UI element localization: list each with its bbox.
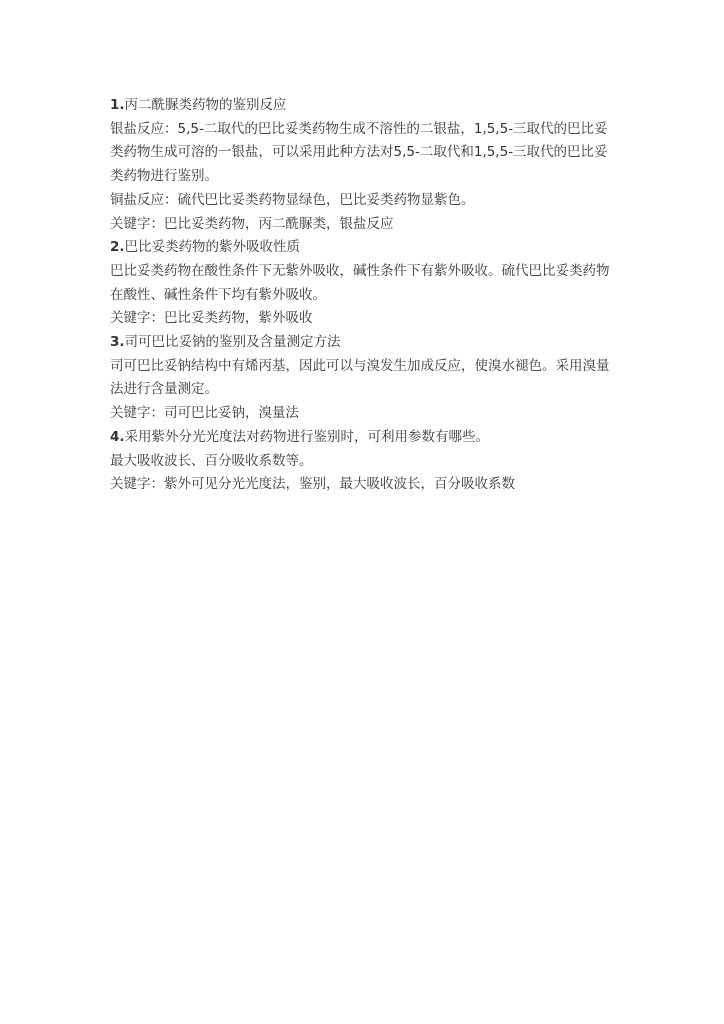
section-3-number: 3.: [110, 334, 125, 351]
section-1-heading: [110, 94, 620, 118]
section-1-keywords: 关键字：巴比妥类药物，丙二酰脲类，银盐反应: [110, 215, 394, 232]
section-3-paragraph: 司可巴比妥钠结构中有烯丙基，因此可以与溴发生加成反应，使溴水褪色。采用溴量法进行含量测定。: [110, 357, 610, 398]
section-2-title: 巴比妥类药物的紫外吸收性质: [124, 239, 301, 256]
section-2-paragraph: 巴比妥类药物在酸性条件下无紫外吸收，碱性条件下有紫外吸收。硫代巴比妥类药物在酸性、碱性条件下均有紫外吸收。: [110, 262, 610, 303]
section-1-paragraph-silver-salt: 银盐反应：5,5-二取代的巴比妥类药物生成不溶性的二银盐，1,5,5-三取代的巴比妥类药物生成可溶的一银盐，可以采用此种方法对5,5-二取代和1,5,5-三取代的巴比妥类药物进行鉴别。: [110, 120, 608, 185]
section-4-title: 采用紫外分光光度法对药物进行鉴别时，可利用参数有哪些。: [124, 428, 490, 445]
section-2-number: 2.: [110, 239, 125, 256]
section-1-number: 1.: [110, 97, 125, 113]
section-4-heading: [110, 426, 620, 450]
section-3-keywords: 关键字：司可巴比妥钠，溴量法: [110, 405, 299, 422]
section-4-keywords: 关键字：紫外可见分光光度法，鉴别，最大吸收波长，百分吸收系数: [110, 476, 515, 493]
section-4-number: 4.: [110, 428, 125, 445]
document-body: [110, 94, 620, 497]
section-2-keywords: 关键字：巴比妥类药物，紫外吸收: [110, 310, 313, 327]
section-3-title: 司可巴比妥钠的鉴别及含量测定方法: [124, 334, 341, 351]
section-3-heading: [110, 331, 620, 355]
section-1-title: 丙二酰脲类药物的鉴别反应: [124, 97, 287, 113]
section-1-paragraph-copper-salt: 铜盐反应：硫代巴比妥类药物显绿色，巴比妥类药物显紫色。: [110, 191, 475, 208]
section-4-paragraph: 最大吸收波长、百分吸收系数等。: [110, 452, 313, 469]
section-2-heading: [110, 236, 620, 260]
